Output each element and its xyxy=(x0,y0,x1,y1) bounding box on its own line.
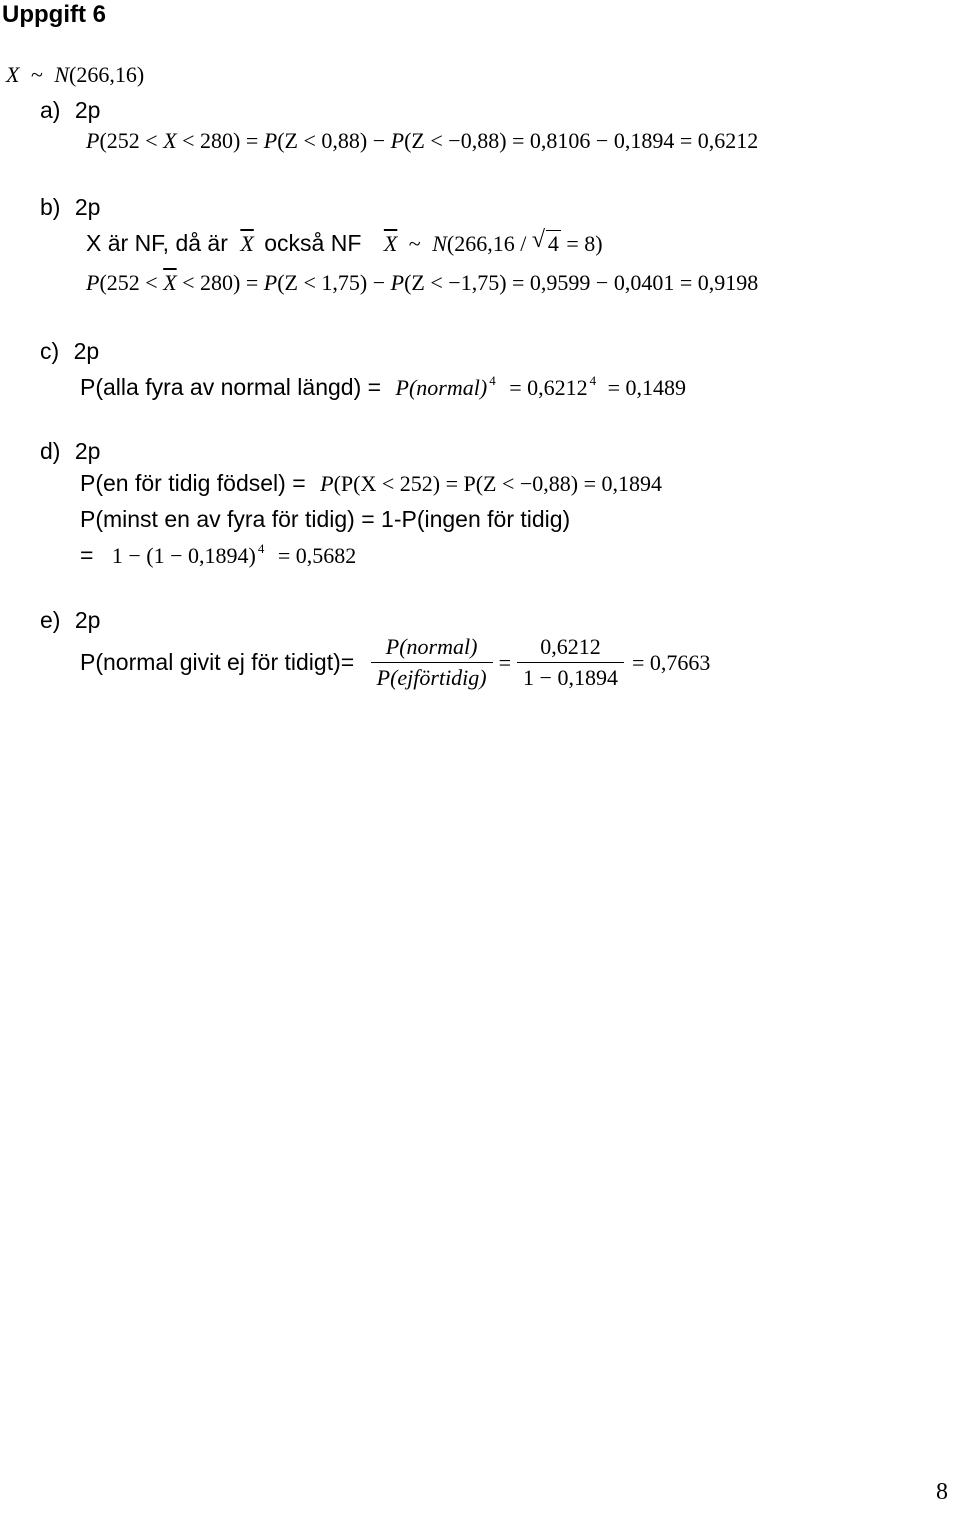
part-d-math1: (P(X < 252) = P(Z < −0,88) = 0,1894 xyxy=(333,471,663,496)
part-b-text2: också NF xyxy=(264,230,362,256)
part-a-points: 2p xyxy=(74,97,101,123)
x-bar: $\overline{X}$ xyxy=(240,231,254,256)
page-number: 8 xyxy=(936,1479,948,1505)
ineq-left: (252 < xyxy=(99,128,158,153)
part-d-line1 xyxy=(80,472,662,496)
part-d-math2: 1 − (1 − 0,1894) xyxy=(111,543,256,568)
part-e-header xyxy=(40,609,100,632)
sqrt-symbol: √ 4 xyxy=(531,227,559,256)
denominator: P(ejförtidig) xyxy=(371,662,493,689)
var-x: X xyxy=(6,62,20,87)
normal-n: N xyxy=(432,231,447,256)
x-bar: $\overline{X}$ xyxy=(383,231,398,256)
x-bar: $\overline{X}$ xyxy=(163,270,177,295)
z-term: (Z < 1,75) xyxy=(277,270,368,295)
exponent: 4 xyxy=(489,373,496,388)
part-b-points: 2p xyxy=(74,194,101,220)
part-b-line1 xyxy=(86,227,603,256)
prob-p: P xyxy=(86,270,100,295)
numerator: P(normal) xyxy=(385,634,478,659)
z-term-result: (Z < −1,75) = 0,9599 − 0,0401 = 0,9198 xyxy=(404,270,759,295)
part-c-points: 2p xyxy=(73,338,100,364)
part-e-points: 2p xyxy=(74,607,101,633)
var-x: X xyxy=(163,128,177,153)
result-value: = 0,7663 xyxy=(631,649,711,675)
equals-sign: = xyxy=(80,542,94,568)
part-b-header xyxy=(40,196,100,219)
exponent: 4 xyxy=(257,541,265,556)
sqrt-value: 4 xyxy=(547,231,559,256)
prob-p: P xyxy=(320,471,334,496)
ineq-right: < 280) = xyxy=(182,270,259,295)
ineq-right: < 280) = xyxy=(182,128,259,153)
params-close: = 8) xyxy=(566,231,603,256)
ineq-left: (252 < xyxy=(99,270,158,295)
prob-p: P xyxy=(395,375,409,400)
part-e-line xyxy=(80,636,710,689)
normal-n: N xyxy=(54,62,70,87)
part-a-header xyxy=(40,99,100,122)
normal-arg: (normal) xyxy=(408,375,488,400)
part-e-label: e) xyxy=(40,607,61,633)
prob-p: P xyxy=(390,128,405,153)
prob-p: P xyxy=(390,270,405,295)
z-term: (Z < 0,88) xyxy=(277,128,368,153)
z-term-result: (Z < −0,88) = 0,8106 − 0,1894 = 0,6212 xyxy=(404,128,759,153)
denominator: 1 − 0,1894 xyxy=(517,662,624,689)
equals-sign: = xyxy=(498,649,512,675)
part-c-header xyxy=(40,340,99,363)
part-d-header xyxy=(40,440,100,463)
params-open: (266,16 / xyxy=(446,231,527,256)
part-a-label: a) xyxy=(40,97,61,123)
tilde: ~ xyxy=(408,231,421,256)
result-value: = 0,1489 xyxy=(607,375,687,400)
prob-p: P xyxy=(86,128,100,153)
prob-p: P xyxy=(263,270,278,295)
prob-p: P xyxy=(263,128,278,153)
result-value: = 0,5682 xyxy=(277,543,357,568)
part-d-line2: P(minst en av fyra för tidig) = 1-P(ingen för tidig) xyxy=(80,506,571,532)
part-b-label: b) xyxy=(40,194,61,220)
part-e-text: P(normal givit ej för tidigt)= xyxy=(80,649,355,675)
exponent: 4 xyxy=(589,373,597,388)
minus-sign: − xyxy=(372,270,386,295)
page-title: Uppgift 6 xyxy=(2,1,106,28)
mid-value: = 0,6212 xyxy=(509,375,588,400)
distribution-line xyxy=(6,64,144,86)
dist-params: (266,16) xyxy=(69,62,145,87)
part-c-label: c) xyxy=(40,338,60,364)
tilde: ~ xyxy=(30,62,43,87)
part-d-label: d) xyxy=(40,438,61,464)
part-b-equation xyxy=(86,272,758,294)
part-c-line xyxy=(80,374,686,400)
part-d-points: 2p xyxy=(74,438,101,464)
part-a-equation xyxy=(86,130,758,152)
fraction-probabilities xyxy=(371,636,493,689)
part-b-text1: X är NF, då är xyxy=(86,230,228,256)
part-c-text: P(alla fyra av normal längd) = xyxy=(80,374,382,400)
part-d-line3 xyxy=(80,542,356,568)
fraction-values xyxy=(517,636,624,689)
minus-sign: − xyxy=(372,128,386,153)
part-d-text1: P(en för tidig födsel) = xyxy=(80,470,306,496)
numerator: 0,6212 xyxy=(540,634,601,659)
